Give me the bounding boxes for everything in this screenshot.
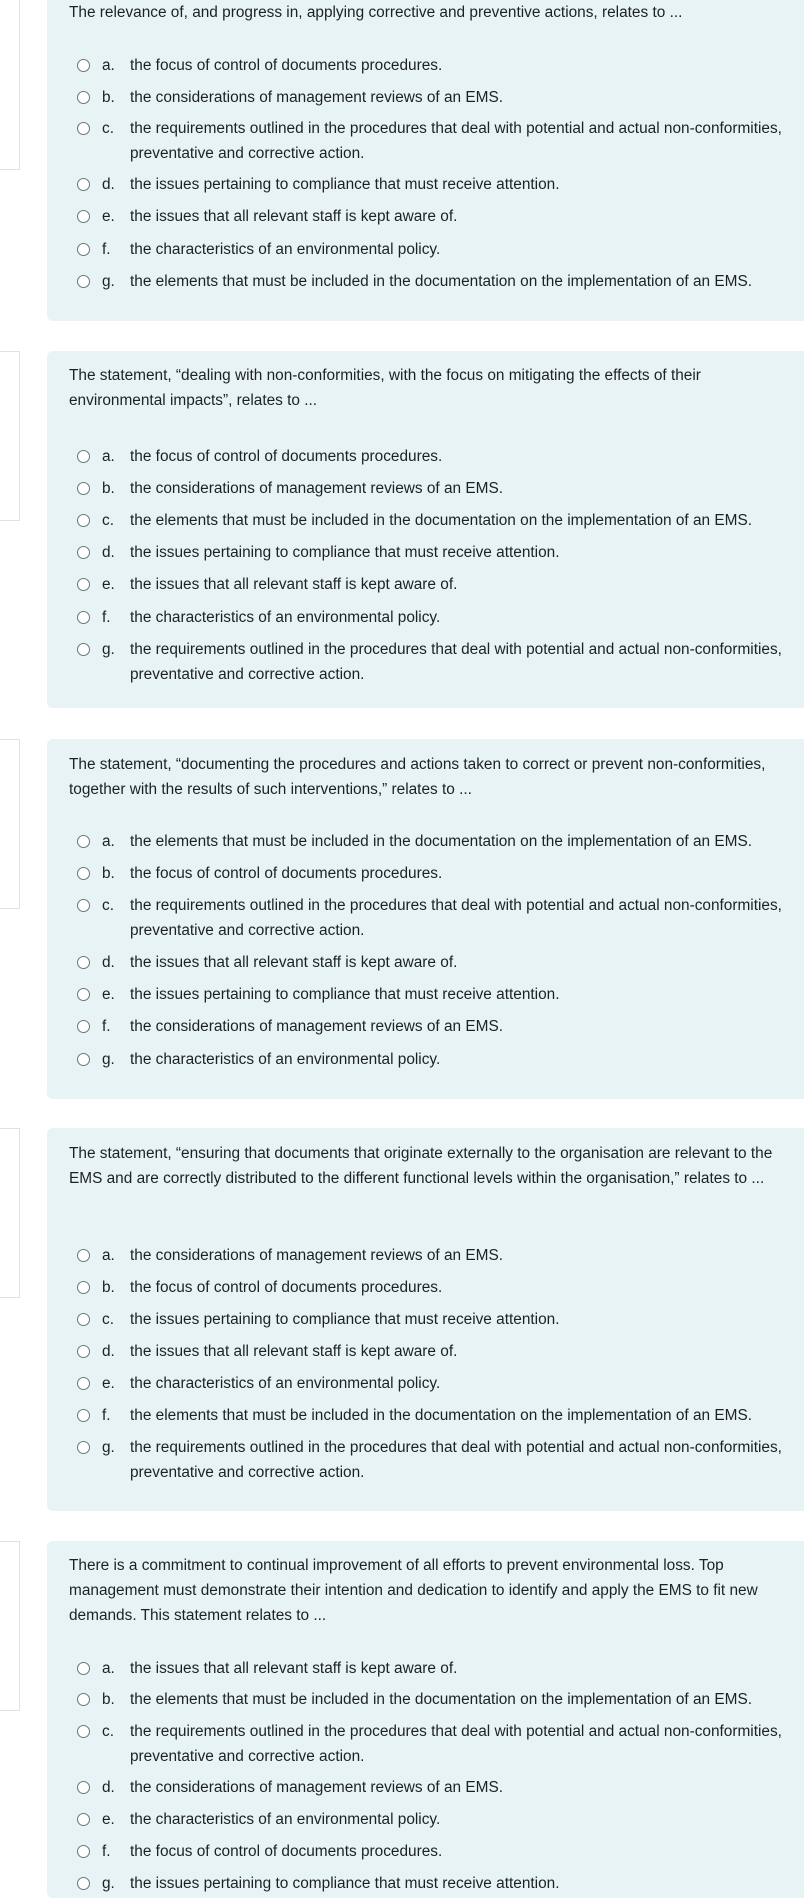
option-text: the characteristics of an environmental policy. xyxy=(130,1375,441,1392)
option-text: the considerations of management reviews of an EMS. xyxy=(130,1247,503,1264)
radio-button[interactable] xyxy=(77,643,90,656)
radio-button[interactable] xyxy=(77,482,90,495)
radio-button[interactable] xyxy=(77,1877,90,1890)
option-letter: d. xyxy=(102,176,115,193)
option-letter: e. xyxy=(102,1811,115,1828)
option-text: the characteristics of an environmental policy. xyxy=(130,1811,441,1828)
option-letter: b. xyxy=(102,480,115,497)
option-text: the requirements outlined in the procedures that deal with potential and actual non-conformities, preventative and corrective action. xyxy=(130,1723,782,1765)
option-text: the focus of control of documents procedures. xyxy=(130,1279,443,1296)
option-text: the focus of control of documents procedures. xyxy=(130,865,443,882)
option-letter: b. xyxy=(102,1279,115,1296)
option-text: the focus of control of documents procedures. xyxy=(130,1843,443,1860)
radio-button[interactable] xyxy=(77,956,90,969)
radio-button[interactable] xyxy=(77,1845,90,1858)
option-text: the issues that all relevant staff is kept aware of. xyxy=(130,954,458,971)
option-text: the elements that must be included in the documentation on the implementation of an EMS. xyxy=(130,512,752,529)
radio-button[interactable] xyxy=(77,275,90,288)
radio-button[interactable] xyxy=(77,1313,90,1326)
radio-button[interactable] xyxy=(77,546,90,559)
option-letter: f. xyxy=(102,1407,111,1424)
option-letter: f. xyxy=(102,1843,111,1860)
option-text: the requirements outlined in the procedures that deal with potential and actual non-conformities, preventative and corrective action. xyxy=(130,641,782,683)
radio-button[interactable] xyxy=(77,210,90,223)
option-letter: c. xyxy=(102,1723,114,1740)
radio-button[interactable] xyxy=(77,59,90,72)
option-text: the characteristics of an environmental policy. xyxy=(130,609,441,626)
option-letter: c. xyxy=(102,1311,114,1328)
question-panel-4 xyxy=(47,1128,804,1511)
question-info-tab-2[interactable] xyxy=(0,351,20,521)
option-letter: d. xyxy=(102,954,115,971)
question-text-4: The statement, “ensuring that documents that originate externally to the organisation are relevant to the EMS and are correctly distributed to the different functional levels within the organisation,” relates to ... xyxy=(69,1145,773,1187)
radio-button[interactable] xyxy=(77,1693,90,1706)
radio-button[interactable] xyxy=(77,1813,90,1826)
question-info-tab-3[interactable] xyxy=(0,739,20,909)
option-text: the issues pertaining to compliance that must receive attention. xyxy=(130,1311,560,1328)
radio-button[interactable] xyxy=(77,514,90,527)
radio-button[interactable] xyxy=(77,450,90,463)
option-text: the issues pertaining to compliance that must receive attention. xyxy=(130,176,560,193)
option-text: the issues that all relevant staff is kept aware of. xyxy=(130,576,458,593)
radio-button[interactable] xyxy=(77,611,90,624)
option-letter: c. xyxy=(102,512,114,529)
option-text: the issues pertaining to compliance that must receive attention. xyxy=(130,544,560,561)
radio-button[interactable] xyxy=(77,1281,90,1294)
question-text-5: There is a commitment to continual improvement of all efforts to prevent environmental loss. Top management must demonstrate their intention and dedication to identify and apply the EMS to fit new demands. This statement relates to ... xyxy=(69,1557,758,1624)
option-text: the characteristics of an environmental policy. xyxy=(130,241,441,258)
option-letter: f. xyxy=(102,609,111,626)
option-letter: g. xyxy=(102,1051,115,1068)
option-text: the considerations of management reviews of an EMS. xyxy=(130,89,503,106)
option-text: the considerations of management reviews of an EMS. xyxy=(130,1018,503,1035)
option-text: the issues that all relevant staff is kept aware of. xyxy=(130,1343,458,1360)
question-info-tab-5[interactable] xyxy=(0,1541,20,1711)
question-text-2: The statement, “dealing with non-conformities, with the focus on mitigating the effects of their environmental impacts”, relates to ... xyxy=(69,367,701,409)
option-letter: a. xyxy=(102,1660,115,1677)
option-letter: g. xyxy=(102,1439,115,1456)
radio-button[interactable] xyxy=(77,578,90,591)
option-text: the issues pertaining to compliance that must receive attention. xyxy=(130,986,560,1003)
radio-button[interactable] xyxy=(77,835,90,848)
radio-button[interactable] xyxy=(77,1249,90,1262)
radio-button[interactable] xyxy=(77,1409,90,1422)
option-letter: b. xyxy=(102,89,115,106)
option-text: the elements that must be included in the documentation on the implementation of an EMS. xyxy=(130,833,752,850)
option-letter: a. xyxy=(102,833,115,850)
option-letter: e. xyxy=(102,208,115,225)
option-letter: c. xyxy=(102,897,114,914)
option-text: the characteristics of an environmental policy. xyxy=(130,1051,441,1068)
question-panel-2 xyxy=(47,351,804,708)
option-text: the elements that must be included in the documentation on the implementation of an EMS. xyxy=(130,1407,752,1424)
option-letter: d. xyxy=(102,1343,115,1360)
option-letter: f. xyxy=(102,1018,111,1035)
radio-button[interactable] xyxy=(77,1053,90,1066)
option-text: the elements that must be included in the documentation on the implementation of an EMS. xyxy=(130,273,752,290)
question-info-tab-1[interactable] xyxy=(0,0,20,170)
option-letter: e. xyxy=(102,986,115,1003)
option-letter: c. xyxy=(102,120,114,137)
question-text-3: The statement, “documenting the procedures and actions taken to correct or prevent non-conformities, together with the results of such interventions,” relates to ... xyxy=(69,756,766,798)
option-letter: g. xyxy=(102,641,115,658)
option-text: the elements that must be included in the documentation on the implementation of an EMS. xyxy=(130,1691,752,1708)
option-letter: d. xyxy=(102,544,115,561)
option-text: the requirements outlined in the procedures that deal with potential and actual non-conformities, preventative and corrective action. xyxy=(130,897,782,939)
option-text: the issues that all relevant staff is kept aware of. xyxy=(130,208,458,225)
option-letter: b. xyxy=(102,1691,115,1708)
question-panel-3 xyxy=(47,739,804,1099)
option-text: the considerations of management reviews of an EMS. xyxy=(130,1779,503,1796)
radio-button[interactable] xyxy=(77,1725,90,1738)
radio-button[interactable] xyxy=(77,1020,90,1033)
option-text: the focus of control of documents procedures. xyxy=(130,448,443,465)
radio-button[interactable] xyxy=(77,988,90,1001)
question-text-1: The relevance of, and progress in, applying corrective and preventive actions, relates to ... xyxy=(69,4,683,21)
radio-button[interactable] xyxy=(77,1377,90,1390)
question-info-tab-4[interactable] xyxy=(0,1128,20,1298)
radio-button[interactable] xyxy=(77,1345,90,1358)
question-panel-5 xyxy=(47,1541,804,1898)
option-letter: d. xyxy=(102,1779,115,1796)
option-text: the considerations of management reviews of an EMS. xyxy=(130,480,503,497)
radio-button[interactable] xyxy=(77,178,90,191)
option-text: the issues that all relevant staff is kept aware of. xyxy=(130,1660,458,1677)
option-letter: e. xyxy=(102,1375,115,1392)
option-letter: b. xyxy=(102,865,115,882)
option-letter: e. xyxy=(102,576,115,593)
radio-button[interactable] xyxy=(77,1441,90,1454)
radio-button[interactable] xyxy=(77,122,90,135)
option-letter: f. xyxy=(102,241,111,258)
radio-button[interactable] xyxy=(77,243,90,256)
option-letter: g. xyxy=(102,1875,115,1892)
radio-button[interactable] xyxy=(77,91,90,104)
option-text: the issues pertaining to compliance that must receive attention. xyxy=(130,1875,560,1892)
option-text: the requirements outlined in the procedures that deal with potential and actual non-conformities, preventative and corrective action. xyxy=(130,120,782,162)
question-panel-1 xyxy=(47,0,804,321)
option-letter: a. xyxy=(102,57,115,74)
option-letter: a. xyxy=(102,1247,115,1264)
radio-button[interactable] xyxy=(77,899,90,912)
option-letter: a. xyxy=(102,448,115,465)
radio-button[interactable] xyxy=(77,1662,90,1675)
radio-button[interactable] xyxy=(77,867,90,880)
radio-button[interactable] xyxy=(77,1781,90,1794)
option-text: the focus of control of documents procedures. xyxy=(130,57,443,74)
option-letter: g. xyxy=(102,273,115,290)
option-text: the requirements outlined in the procedures that deal with potential and actual non-conformities, preventative and corrective action. xyxy=(130,1439,782,1481)
